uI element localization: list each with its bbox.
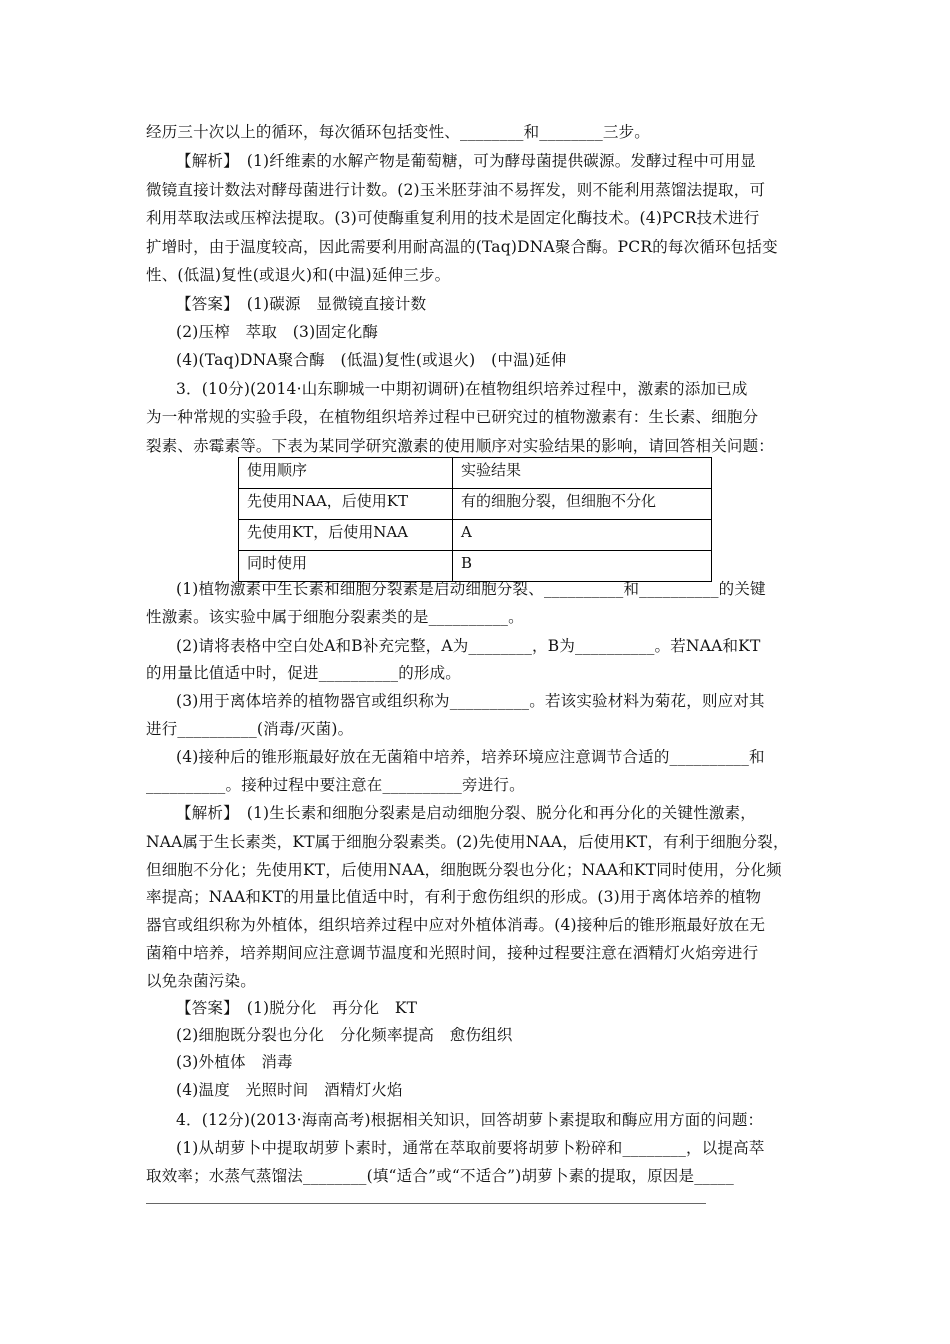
text-line: 取效率；水蒸气蒸馏法________(填“适合”或“不适合”)胡萝卜素的提取，原因是_____ [146,1167,734,1185]
text-line: 的用量比值适中时，促进__________的形成。 [146,664,462,682]
table-cell: B [453,551,712,582]
table-row [239,520,712,551]
table-row [239,489,712,520]
text-line: 但细胞不分化；先使用KT，后使用NAA，细胞既分裂也分化；NAA和KT同时使用，分化频 [146,861,782,879]
text-line: 4．(12分)(2013·海南高考)根据相关知识，回答胡萝卜素提取和酶应用方面的问题： [176,1111,764,1129]
text-line: 扩增时，由于温度较高，因此需要利用耐高温的(Taq)DNA聚合酶。PCR的每次循环包括变 [146,238,778,256]
text-line: (3)用于离体培养的植物器官或组织称为__________。若该实验材料为菊花，则应对其 [176,692,765,710]
table-cell: 使用顺序 [239,458,453,489]
text-line: 微镜直接计数法对酵母菌进行计数。(2)玉米胚芽油不易挥发，则不能利用蒸馏法提取，可 [146,181,766,199]
text-line: 经历三十次以上的循环，每次循环包括变性、________和________三步。 [146,123,651,141]
text-line: (2)压榨 萃取 (3)固定化酶 [176,323,379,341]
text-line: (1)植物激素中生长素和细胞分裂素是启动细胞分裂、__________和__________的关键 [176,580,766,598]
text-line: (4)温度 光照时间 酒精灯火焰 [176,1081,403,1099]
text-line: __________。接种过程中要注意在__________旁进行。 [146,776,525,794]
text-line: 以免杂菌污染。 [146,972,256,990]
table-cell: 先使用KT，后使用NAA [239,520,453,551]
text-line: NAA属于生长素类，KT属于细胞分裂素类。(2)先使用NAA，后使用KT，有利于细胞分裂， [146,833,789,851]
text-line: (3)外植体 消毒 [176,1053,293,1071]
text-line: 【解析】 (1)纤维素的水解产物是葡萄糖，可为酵母菌提供碳源。发酵过程中可用显 [176,152,757,170]
text-line: (4)接种后的锥形瓶最好放在无菌箱中培养，培养环境应注意调节合适的__________和 [176,748,765,766]
table-cell: 同时使用 [239,551,453,582]
table-row [239,458,712,489]
answer-underline [146,1203,706,1204]
text-line: (1)从胡萝卜中提取胡萝卜素时，通常在萃取前要将胡萝卜粉碎和________，以提高萃 [176,1139,765,1157]
text-line: 3．(10分)(2014·山东聊城一中期初调研)在植物组织培养过程中，激素的添加已成 [176,380,748,398]
table-cell: A [453,520,712,551]
text-line: 性、(低温)复性(或退火)和(中温)延伸三步。 [146,266,451,284]
text-line: 【答案】 (1)碳源 显微镜直接计数 [176,295,427,313]
text-line: 裂素、赤霉素等。下表为某同学研究激素的使用顺序对实验结果的影响，请回答相关问题： [146,437,775,455]
text-line: 菌箱中培养，培养期间应注意调节温度和光照时间，接种过程要注意在酒精灯火焰旁进行 [146,944,759,962]
table-cell: 有的细胞分裂，但细胞不分化 [453,489,712,520]
text-line: 【解析】 (1)生长素和细胞分裂素是启动细胞分裂、脱分化和再分化的关键性激素， [176,804,757,822]
text-line: (2)请将表格中空白处A和B补充完整，A为________，B为__________。若NAA和KT [176,637,761,655]
text-line: 利用萃取法或压榨法提取。(3)可使酶重复利用的技术是固定化酶技术。(4)PCR技术进行 [146,209,760,227]
text-line: 性激素。该实验中属于细胞分裂素类的是__________。 [146,608,524,626]
text-line: 进行__________(消毒/灭菌)。 [146,720,354,738]
table-cell: 实验结果 [453,458,712,489]
experiment-table [238,457,712,582]
text-line: (4)(Taq)DNA聚合酶 (低温)复性(或退火) (中温)延伸 [176,351,567,369]
text-line: (2)细胞既分裂也分化 分化频率提高 愈伤组织 [176,1026,513,1044]
text-line: 【答案】 (1)脱分化 再分化 KT [176,999,418,1017]
table-cell: 先使用NAA，后使用KT [239,489,453,520]
text-line: 率提高；NAA和KT的用量比值适中时，有利于愈伤组织的形成。(3)用于离体培养的植物 [146,888,762,906]
text-line: 器官或组织称为外植体，组织培养过程中应对外植体消毒。(4)接种后的锥形瓶最好放在无 [146,916,766,934]
text-line: 为一种常规的实验手段，在植物组织培养过程中已研究过的植物激素有：生长素、细胞分 [146,408,759,426]
table-row [239,551,712,582]
